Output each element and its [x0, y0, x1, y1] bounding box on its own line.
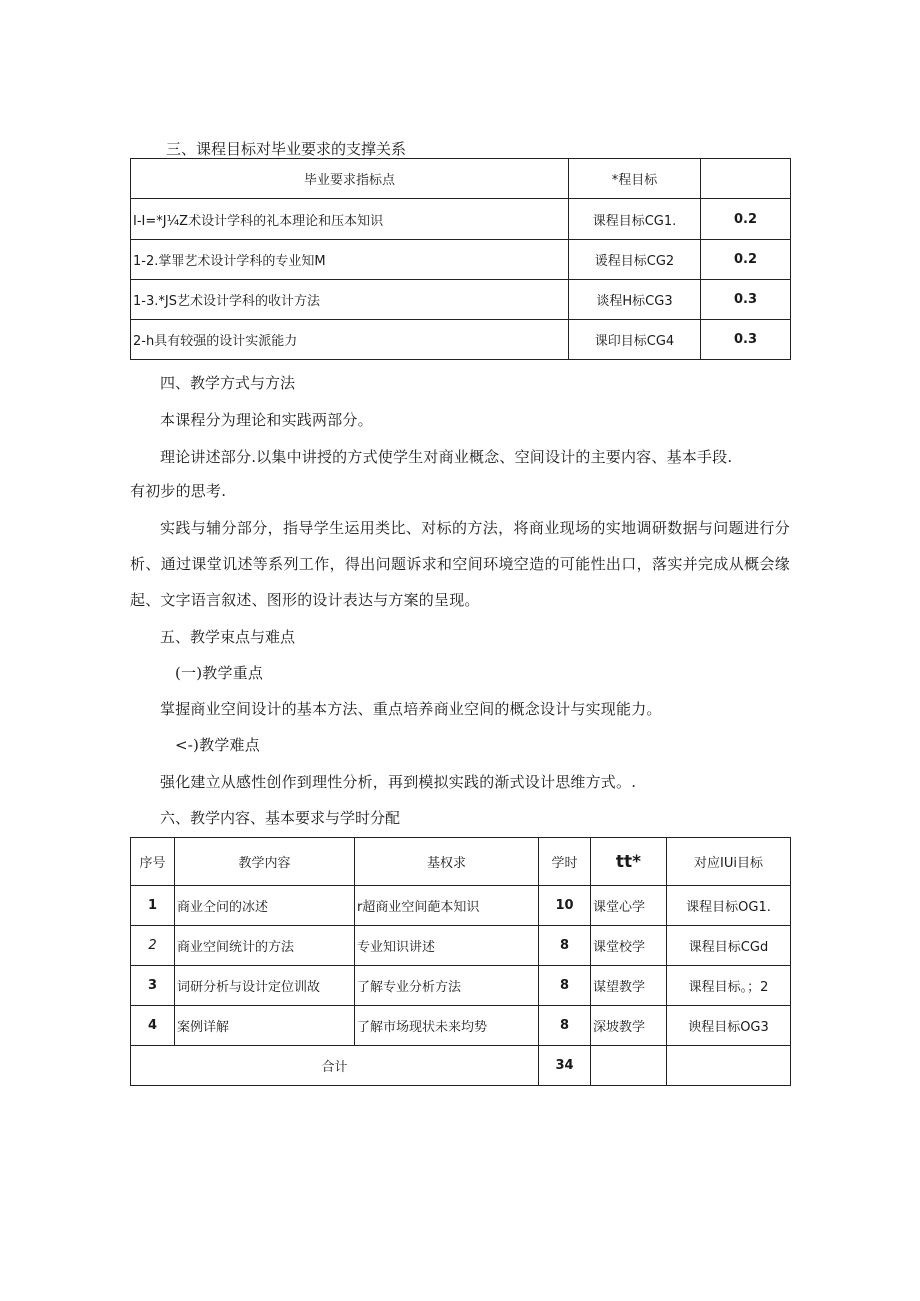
- row-number: 3: [131, 966, 175, 1006]
- content-cell: 商业仝问的冰述: [175, 886, 355, 926]
- empty-cell: [591, 1046, 667, 1086]
- support-relation-table: [130, 158, 791, 360]
- table-row: [131, 886, 791, 926]
- table-row: [131, 320, 791, 360]
- table-header-row: [131, 159, 791, 199]
- hours-cell: 8: [539, 966, 591, 1006]
- indicator-cell: 1-3.*JS艺术设计学科的收计方法: [131, 280, 569, 320]
- indicator-cell: I-I=*J¼Z术设计学科的礼本理论和压本知识: [131, 199, 569, 240]
- indicator-cell: 1-2.掌罪艺术设计学科的专业知M: [131, 240, 569, 280]
- hours-cell: 8: [539, 926, 591, 966]
- table-row: [131, 966, 791, 1006]
- header-method: tt*: [591, 838, 667, 886]
- indicator-cell: 2-h具有较强的设计实派能力: [131, 320, 569, 360]
- section4-paragraph-2-line-2: 有初步的思考.: [130, 482, 227, 500]
- requirement-cell: 专业知识讲述: [355, 926, 539, 966]
- header-hours: 学时: [539, 838, 591, 886]
- section4-heading: 四、教学方式与方法: [160, 374, 296, 392]
- table-row: [131, 199, 791, 240]
- header-weight: [701, 159, 791, 199]
- goal-cell: 谈程H标CG3: [569, 280, 701, 320]
- total-row: [131, 1046, 791, 1086]
- table-row: [131, 926, 791, 966]
- key-points-subheading: (一)教学重点: [175, 664, 264, 682]
- weight-cell: 0.2: [701, 240, 791, 280]
- content-cell: 词研分析与设计定位训故: [175, 966, 355, 1006]
- goal-cell: 谖程目标CG2: [569, 240, 701, 280]
- goal-cell: 课程目标。；2: [667, 966, 791, 1006]
- method-cell: 谋望教学: [591, 966, 667, 1006]
- content-hours-table: [130, 837, 791, 1086]
- method-cell: 课堂心学: [591, 886, 667, 926]
- goal-cell: 课印目标CG4: [569, 320, 701, 360]
- header-indicator: 毕业要求指标点: [131, 159, 569, 199]
- row-number: 1: [131, 886, 175, 926]
- table-row: [131, 1006, 791, 1046]
- header-goal: 对应IUi目标: [667, 838, 791, 886]
- goal-cell: 课程目标OG1.: [667, 886, 791, 926]
- table-row: [131, 280, 791, 320]
- section4-paragraph-2-line-1: 理论讲述部分.以集中讲授的方式使学生对商业概念、空间设计的主要内容、基本手段.: [160, 448, 733, 466]
- total-hours: 34: [539, 1046, 591, 1086]
- section6-heading: 六、教学内容、基本要求与学时分配: [160, 809, 401, 827]
- weight-cell: 0.3: [701, 280, 791, 320]
- requirement-cell: 了解专业分析方法: [355, 966, 539, 1006]
- hours-cell: 10: [539, 886, 591, 926]
- content-cell: 商业空间统计的方法: [175, 926, 355, 966]
- header-requirement: 基权求: [355, 838, 539, 886]
- weight-cell: 0.3: [701, 320, 791, 360]
- header-content: 教学内容: [175, 838, 355, 886]
- requirement-cell: 了解市场现状未来均势: [355, 1006, 539, 1046]
- section4-paragraph-1: 本课程分为理论和实践两部分。: [160, 411, 373, 429]
- header-goal: *程目标: [569, 159, 701, 199]
- table-row: [131, 240, 791, 280]
- table-header-row: [131, 838, 791, 886]
- section4-paragraph-3-line-3: 起、文字语言叙述、图形的设计表达与方案的呈现。: [130, 591, 480, 609]
- section5-heading: 五、教学束点与难点: [160, 628, 296, 646]
- weight-cell: 0.2: [701, 199, 791, 240]
- goal-cell: 课程目标CGd: [667, 926, 791, 966]
- hours-cell: 8: [539, 1006, 591, 1046]
- section3-heading: 三、课程目标对毕业要求的支撑关系: [166, 140, 407, 158]
- header-number: 序号: [131, 838, 175, 886]
- difficulties-subheading: <-)教学难点: [175, 736, 260, 754]
- method-cell: 深坡教学: [591, 1006, 667, 1046]
- difficulties-text: 强化建立从感性创作到理性分析，再到模拟实践的渐式设计思维方式。.: [160, 773, 637, 791]
- total-label: 合计: [131, 1046, 539, 1086]
- empty-cell: [667, 1046, 791, 1086]
- method-cell: 课堂校学: [591, 926, 667, 966]
- requirement-cell: r超商业空间葩本知识: [355, 886, 539, 926]
- section4-paragraph-3-line-2: 析、通过课堂讥述等系列工作，得出问题诉求和空间环境空造的可能性出口，落实并完成从概会缘: [130, 555, 790, 573]
- content-cell: 案例详解: [175, 1006, 355, 1046]
- row-number: 2: [131, 926, 175, 966]
- key-points-text: 掌握商业空间设计的基本方法、重点培养商业空间的概念设计与实现能力。: [160, 700, 662, 718]
- goal-cell: 谀程目标OG3: [667, 1006, 791, 1046]
- section4-paragraph-3-line-1: 实践与辅分部分，指导学生运用类比、对标的方法，将商业现场的实地调研数据与问题进行分: [160, 519, 790, 537]
- goal-cell: 课程目标CG1.: [569, 199, 701, 240]
- row-number: 4: [131, 1006, 175, 1046]
